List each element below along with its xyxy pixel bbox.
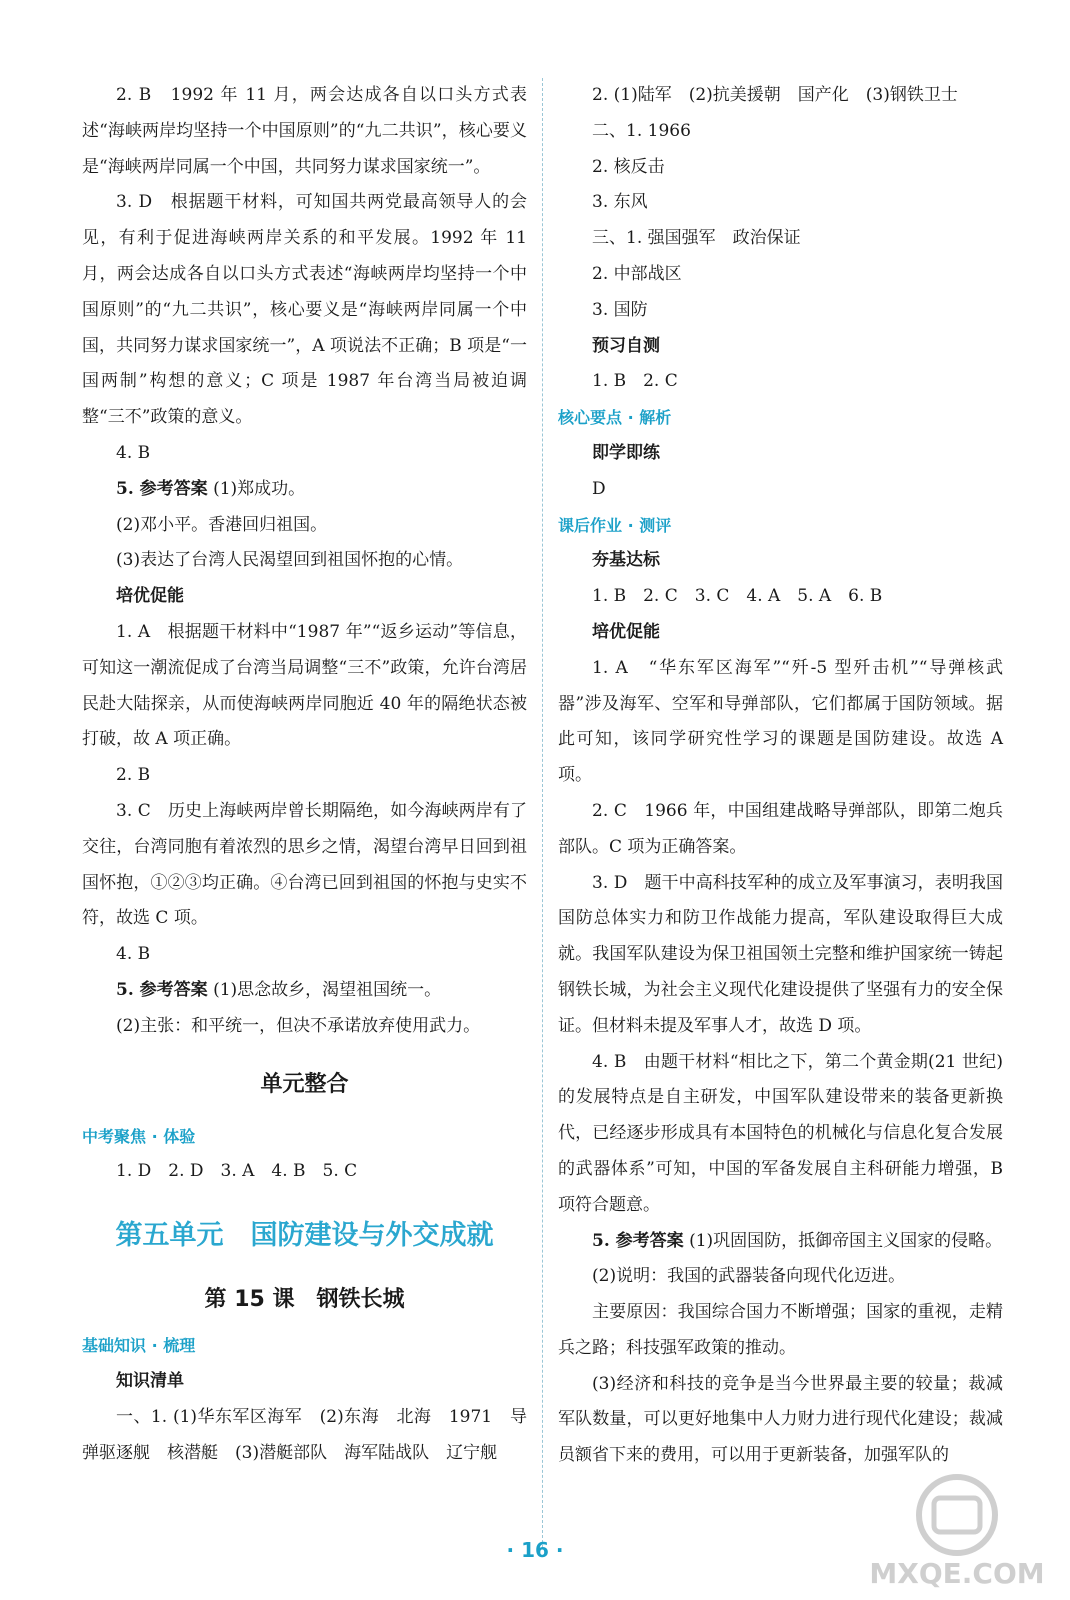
jixue-answer: D: [592, 478, 606, 499]
answer-2: 2. B 1992 年 11 月，两会达成各自以口头方式表述“海峡两岸均坚持一个中国原则”的“九二共识”，核心要义是“海峡两岸同属一个中国，共同努力谋求国家统一”。: [82, 85, 527, 177]
subheading-zhishi: 知识清单: [116, 1370, 184, 1391]
watermark-logo: [862, 1470, 1052, 1590]
right-answer-4: 4. B 由题干材料“相比之下，第二个黄金期(21 世纪)的发展特点是自主研发，中国军队建设带来的装备更新换代，已经逐步形成具有本国特色的机械化与信息化复合发展的武器体系”可知，中国的军备发展自主科研能力增强，B 项符合题意。: [558, 1051, 1003, 1215]
section-jichu: 基础知识 · 梳理: [82, 1336, 196, 1356]
answer-5-part1: (1)郑成功。: [213, 478, 306, 499]
answer-4: 4. B: [116, 442, 151, 463]
watermark-text: MXQE.COM: [869, 1557, 1045, 1590]
peiyou-answer-3: 3. C 历史上海峡两岸曾长期隔绝，如今海峡两岸有了交往，台湾同胞有着浓烈的思乡之情，渴望台湾早日回到祖国怀抱，①②③均正确。④台湾已回到祖国的怀抱与史实不符，故选 C 项。: [82, 800, 527, 929]
unit-five-title: 第五单元 国防建设与外交成就: [115, 1220, 494, 1252]
peiyou-answer-2: 2. B: [116, 765, 151, 786]
right-answer-1: 1. A “华东军区海军”“歼-5 型歼击机”“导弹核武器”涉及海军、空军和导弹部队，它们都属于国防领域。据此可知，该同学研究性学习的课题是国防建设。故选 A 项。: [558, 657, 1003, 786]
knowledge-two-3: 3. 东风: [592, 192, 648, 213]
lesson-title: 第 15 课 钢铁长城: [204, 1287, 405, 1313]
subheading-yuxi: 预习自测: [592, 335, 660, 356]
hangji-answers: 1. B 2. C 3. C 4. A 5. A 6. B: [592, 586, 883, 607]
right-answer-5-part3: 主要原因：我国综合国力不断增强；国家的重视，走精兵之路；科技强军政策的推动。: [558, 1302, 1003, 1358]
answer-3: 3. D 根据题干材料，可知国共两党最高领导人的会见，有利于促进海峡两岸关系的和平发展。1992 年 11 月，两会达成各自以口头方式表述“海峡两岸均坚持一个中国原则”的“九二共识”，核心要义是“海峡两岸同属一个中国，共同努力谋求国家统一”，A 项说法不正确；B 项是“一国两制”构想的意义；C 项是 1987 年台湾当局被迫调整“三不”政策的意义。: [82, 192, 527, 428]
left-column: [82, 78, 527, 1471]
right-answer-5-part4: (3)经济和科技的竞争是当今世界最主要的较量；裁减军队数量，可以更好地集中人力财力进行现代化建设；裁减员额省下来的费用，可以用于更新装备，加强军队的: [558, 1373, 1003, 1466]
zhongkao-answers: 1. D 2. D 3. A 4. B 5. C: [116, 1161, 358, 1182]
right-answer-2: 2. C 1966 年，中国组建战略导弹部队，即第二炮兵部队。C 项为正确答案。: [558, 800, 1003, 857]
section-kehou: 课后作业 · 测评: [558, 515, 672, 535]
right-answer-5-part2: (2)说明：我国的武器装备向现代化迈进。: [592, 1266, 906, 1287]
peiyou-answer-4: 4. B: [116, 944, 151, 965]
knowledge-item-1: 一、1. (1)华东军区海军 (2)东海 北海 1971 导弹驱逐舰 核潜艇 (3)潜艇部队 海军陆战队 辽宁舰: [82, 1406, 527, 1463]
answer-5-head: [82, 472, 527, 508]
right-column: [558, 78, 1003, 1474]
knowledge-three-3: 3. 国防: [592, 299, 648, 320]
subheading-peiyou: 培优促能: [116, 586, 184, 607]
page-number: · 16 ·: [506, 1538, 564, 1562]
knowledge-three-1: 三、1. 强国强军 政治保证: [592, 228, 801, 249]
column-divider: [542, 78, 543, 1548]
peiyou-answer-5-head: [82, 973, 527, 1009]
subheading-hangji: 夯基达标: [592, 550, 660, 571]
answer-5-part3: (3)表达了台湾人民渴望回到祖国怀抱的心情。: [116, 550, 464, 571]
section-hexin: 核心要点 · 解析: [558, 408, 672, 428]
peiyou-answer-5-part2: (2)主张：和平统一，但决不承诺放弃使用武力。: [116, 1015, 481, 1036]
right-answer-5-head: [558, 1224, 1003, 1260]
answer-5-label: 5. 参考答案: [116, 478, 208, 499]
section-zhongkao: 中考聚焦 · 体验: [82, 1126, 196, 1146]
unit-summary-title: 单元整合: [260, 1071, 349, 1097]
knowledge-two-2: 2. 核反击: [592, 156, 665, 177]
peiyou-answer-5-part1: (1)思念故乡，渴望祖国统一。: [213, 979, 442, 1000]
knowledge-item-2: 2. (1)陆军 (2)抗美援朝 国产化 (3)钢铁卫士: [592, 85, 958, 105]
answer-5-part2: (2)邓小平。香港回归祖国。: [116, 514, 328, 535]
peiyou-answer-1: 1. A 根据题干材料中“1987 年”“返乡运动”等信息，可知这一潮流促成了台湾当局调整“三不”政策，允许台湾居民赴大陆探亲，从而使海峡两岸同胞近 40 年的隔绝状态被打破，故 A 项正确。: [82, 621, 527, 750]
right-answer-3: 3. D 题干中高科技军种的成立及军事演习，表明我国国防总体实力和防卫作战能力提高，军队建设取得巨大成就。我国军队建设为保卫祖国领土完整和维护国家统一铸起钢铁长城，为社会主义现代化建设提供了坚强有力的安全保证。但材料未提及军事人才，故选 D 项。: [558, 872, 1003, 1036]
subheading-peiyou-right: 培优促能: [592, 621, 660, 642]
right-answer-5-part1: (1)巩固国防，抵御帝国主义国家的侵略。: [689, 1230, 1003, 1251]
knowledge-three-2: 2. 中部战区: [592, 263, 682, 284]
yuxi-answers: 1. B 2. C: [592, 371, 678, 392]
right-answer-5-label: 5. 参考答案: [592, 1230, 684, 1251]
subheading-jixue: 即学即练: [592, 442, 660, 463]
watermark-icon: [862, 1470, 1052, 1560]
peiyou-answer-5-label: 5. 参考答案: [116, 979, 208, 1000]
knowledge-two-1: 二、1. 1966: [592, 120, 691, 141]
